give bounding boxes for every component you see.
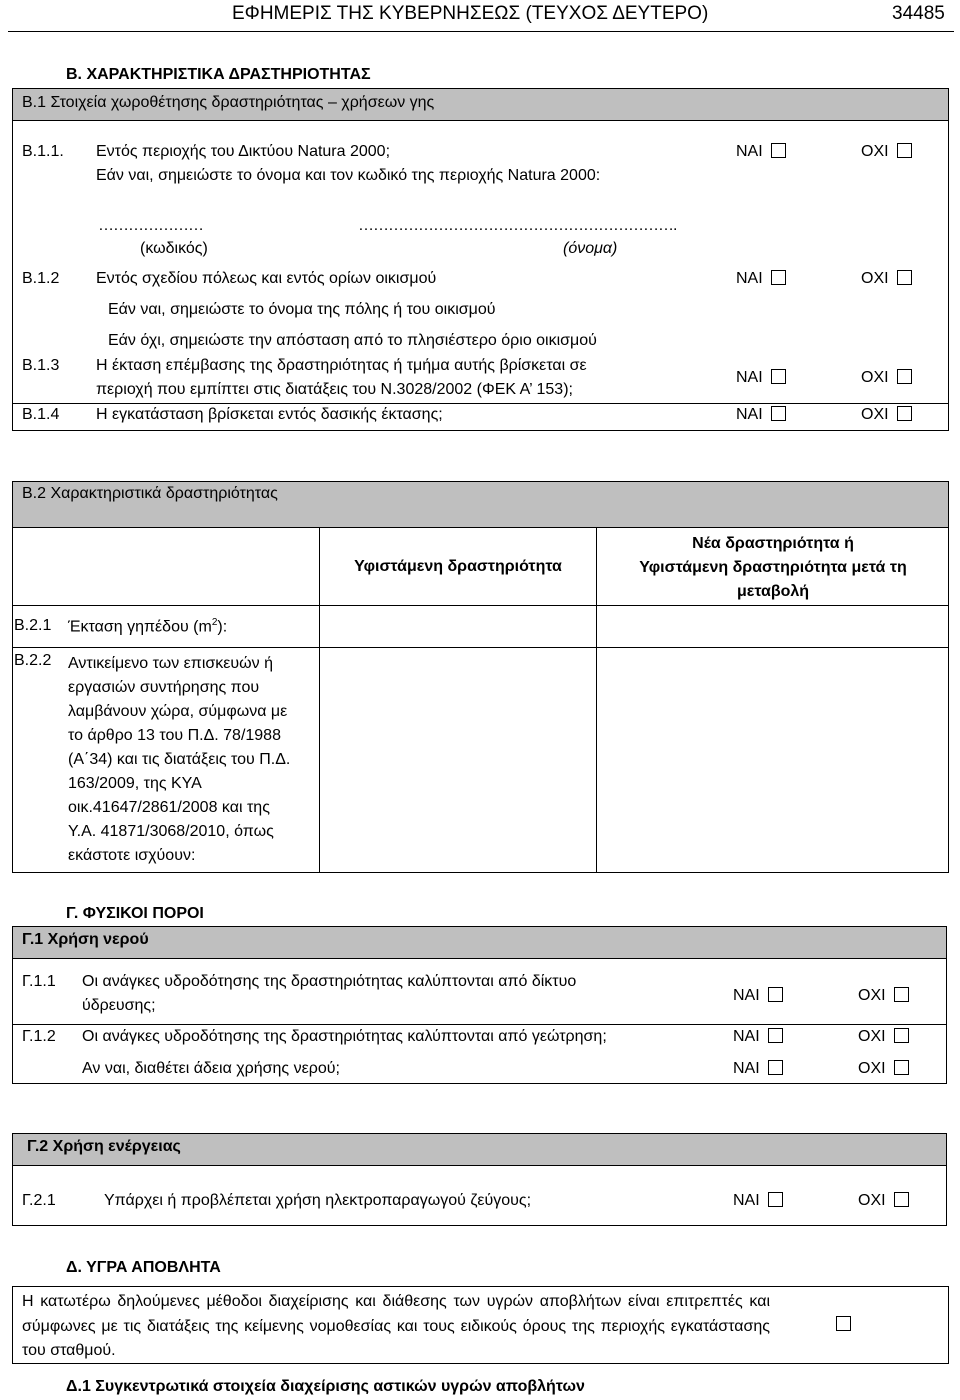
g1-title-bar	[12, 926, 947, 959]
g11-yes-checkbox[interactable]	[768, 987, 783, 1002]
yes-label: ΝΑΙ	[733, 987, 760, 1004]
col-new-header-l2: Υφιστάμενη δραστηριότητα μετά τη	[639, 559, 907, 576]
no-label: ΟΧΙ	[858, 1028, 886, 1045]
b13-yes-checkbox[interactable]	[771, 369, 786, 384]
col-existing-header: Υφιστάμενη δραστηριότητα	[354, 558, 562, 575]
no-label: ΟΧΙ	[858, 1192, 886, 1209]
no-label: ΟΧΙ	[858, 1060, 886, 1077]
d-declaration-checkbox[interactable]	[836, 1316, 851, 1331]
g1-title: Γ.1 Χρήση νερού	[22, 931, 149, 948]
b11-yes-checkbox[interactable]	[771, 143, 786, 158]
g21-yes-checkbox[interactable]	[768, 1192, 783, 1207]
g21-no-checkbox[interactable]	[894, 1192, 909, 1207]
b21-label	[68, 617, 227, 636]
g12-permit-yes-option[interactable]	[733, 1060, 783, 1078]
no-label: ΟΧΙ	[861, 369, 889, 386]
header-rule	[8, 31, 954, 32]
b22-line: εργασιών συντήρησης που	[68, 679, 260, 696]
section-d-title: Δ. ΥΓΡΑ ΑΠΟΒΛΗΤΑ	[66, 1259, 221, 1276]
b13-line2: περιοχή που εμπίπτει στις διατάξεις του Ν.3028/2002 (ΦΕΚ Α’ 153);	[96, 381, 573, 398]
yes-label: ΝΑΙ	[736, 270, 763, 287]
g11-no-option[interactable]	[858, 987, 909, 1005]
section-b-title: Β. ΧΑΡΑΚΤΗΡΙΣΤΙΚΑ ΔΡΑΣΤΗΡΙΟΤΗΤΑΣ	[66, 66, 371, 83]
yes-label: ΝΑΙ	[733, 1192, 760, 1209]
b14-yes-option[interactable]	[736, 406, 786, 424]
no-label: ΟΧΙ	[861, 406, 889, 423]
yes-label: ΝΑΙ	[736, 369, 763, 386]
g11-no-checkbox[interactable]	[894, 987, 909, 1002]
d1-title: Δ.1 Συγκεντρωτικά στοιχεία διαχείρισης αστικών υγρών αποβλήτων	[66, 1378, 585, 1395]
b11-yes-option[interactable]	[736, 143, 786, 161]
g2-title: Γ.2 Χρήση ενέργειας	[27, 1138, 181, 1155]
g21-num: Γ.2.1	[22, 1192, 56, 1209]
b2-title: Β.2 Χαρακτηριστικά δραστηριότητας	[22, 485, 278, 502]
b12-if-no: Εάν όχι, σημειώστε την απόσταση από το πλησιέστερο όριο οικισμού	[108, 332, 597, 349]
b11-subquestion: Εάν ναι, σημειώστε το όνομα και τον κωδικό της περιοχής Natura 2000:	[96, 167, 601, 184]
b13-num: Β.1.3	[22, 357, 60, 374]
b14-question: Η εγκατάσταση βρίσκεται εντός δασικής έκτασης;	[96, 406, 443, 423]
b13-line1: Η έκταση επέμβασης της δραστηριότητας ή τμήμα αυτής βρίσκεται σε	[96, 357, 587, 374]
b12-yes-option[interactable]	[736, 270, 786, 288]
page-number: 34485	[892, 3, 945, 24]
g12-yes-checkbox[interactable]	[768, 1028, 783, 1043]
yes-label: ΝΑΙ	[733, 1028, 760, 1045]
b22-line: λαμβάνουν χώρα, σύμφωνα με	[68, 703, 288, 720]
b22-line: εκάστοτε ισχύουν:	[68, 847, 196, 864]
g12-no-checkbox[interactable]	[894, 1028, 909, 1043]
section-g-title: Γ. ΦΥΣΙΚΟΙ ΠΟΡΟΙ	[66, 905, 204, 922]
b13-no-option[interactable]	[861, 369, 912, 387]
no-label: ΟΧΙ	[858, 987, 886, 1004]
g12-no-option[interactable]	[858, 1028, 909, 1046]
no-label: ΟΧΙ	[861, 270, 889, 287]
b22-line: (Α΄34) και τις διατάξεις του Π.Δ.	[68, 751, 291, 768]
g11-line1: Οι ανάγκες υδροδότησης της δραστηριότητας καλύπτονται από δίκτυο	[82, 973, 577, 990]
g11-line2: ύδρευσης;	[82, 997, 156, 1014]
yes-label: ΝΑΙ	[733, 1060, 760, 1077]
b21-label-sup: 2	[211, 617, 218, 628]
b21-label-suffix: ):	[217, 618, 228, 636]
g11-yes-option[interactable]	[733, 987, 783, 1005]
b12-yes-checkbox[interactable]	[771, 270, 786, 285]
b14-no-option[interactable]	[861, 406, 912, 424]
b22-line: οικ.41647/2861/2008 και της	[68, 799, 270, 816]
b2-row-rule	[12, 647, 949, 648]
b22-line: Υ.Α. 41871/3068/2010, όπως	[68, 823, 274, 840]
g21-no-option[interactable]	[858, 1192, 909, 1210]
b12-num: Β.1.2	[22, 270, 60, 287]
b1-table	[12, 88, 949, 431]
b13-no-checkbox[interactable]	[897, 369, 912, 384]
b12-no-option[interactable]	[861, 270, 912, 288]
name-dots: ……………………………………………………….	[358, 217, 677, 234]
b22-line: 163/2009, της ΚΥΑ	[68, 775, 202, 792]
no-label: ΟΧΙ	[861, 143, 889, 160]
g12-permit-question: Αν ναι, διαθέτει άδεια χρήσης νερού;	[82, 1060, 340, 1077]
col-new-header-l1: Νέα δραστηριότητα ή	[692, 535, 854, 552]
g12-permit-no-option[interactable]	[858, 1060, 909, 1078]
b14-yes-checkbox[interactable]	[771, 406, 786, 421]
code-dots: …………………	[98, 217, 203, 234]
g11-num: Γ.1.1	[22, 973, 56, 990]
b13-yes-option[interactable]	[736, 369, 786, 387]
d-declaration-text: Η κατωτέρω δηλούμενες μέθοδοι διαχείρισης και διάθεσης των υγρών αποβλήτων είναι επιτρεπτές και σύμφωνες με τις διατάξεις της κείμενης νομοθεσίας και τους ειδικούς όρους της περιοχής εγκατάστασης του σταθμού.	[22, 1293, 770, 1359]
b11-no-checkbox[interactable]	[897, 143, 912, 158]
b2-header-rule	[12, 605, 949, 606]
b21-num: Β.2.1	[14, 617, 52, 634]
g12-top-rule	[12, 1024, 947, 1025]
b11-no-option[interactable]	[861, 143, 912, 161]
name-label: (όνομα)	[563, 240, 618, 257]
g12-num: Γ.1.2	[22, 1028, 56, 1045]
yes-label: ΝΑΙ	[736, 143, 763, 160]
b22-num: Β.2.2	[14, 652, 52, 669]
b12-if-yes: Εάν ναι, σημειώστε το όνομα της πόλης ή του οικισμού	[108, 301, 496, 318]
g21-question: Υπάρχει ή προβλέπεται χρήση ηλεκτροπαραγωγού ζεύγους;	[104, 1192, 532, 1209]
page-header-title: ΕΦΗΜΕΡΙΣ ΤΗΣ ΚΥΒΕΡΝΗΣΕΩΣ (ΤΕΥΧΟΣ ΔΕΥΤΕΡΟ)	[232, 3, 709, 24]
b11-num: Β.1.1.	[22, 143, 64, 160]
b12-question: Εντός σχεδίου πόλεως και εντός ορίων οικισμού	[96, 270, 437, 287]
col-new-header-l3: μεταβολή	[736, 583, 810, 600]
b12-no-checkbox[interactable]	[897, 270, 912, 285]
code-label: (κωδικός)	[140, 240, 208, 257]
b2-col-divider-1	[319, 528, 320, 873]
b22-line: το άρθρο 13 του Π.Δ. 78/1988	[68, 727, 281, 744]
g12-permit-no-checkbox[interactable]	[894, 1060, 909, 1075]
b14-top-rule	[12, 403, 949, 404]
yes-label: ΝΑΙ	[736, 406, 763, 423]
g21-yes-option[interactable]	[733, 1192, 783, 1210]
b11-question: Εντός περιοχής του Δικτύου Natura 2000;	[96, 143, 391, 160]
b14-no-checkbox[interactable]	[897, 406, 912, 421]
g12-yes-option[interactable]	[733, 1028, 783, 1046]
b1-title: Β.1 Στοιχεία χωροθέτησης δραστηριότητας – χρήσεων γης	[22, 94, 435, 111]
g12-permit-yes-checkbox[interactable]	[768, 1060, 783, 1075]
g12-line1: Οι ανάγκες υδροδότησης της δραστηριότητας καλύπτονται από γεώτρηση;	[82, 1028, 607, 1045]
b21-label-text: Έκταση γηπέδου (m	[68, 618, 212, 636]
b14-num: Β.1.4	[22, 406, 60, 423]
b22-line: Αντικείμενο των επισκευών ή	[68, 655, 273, 672]
